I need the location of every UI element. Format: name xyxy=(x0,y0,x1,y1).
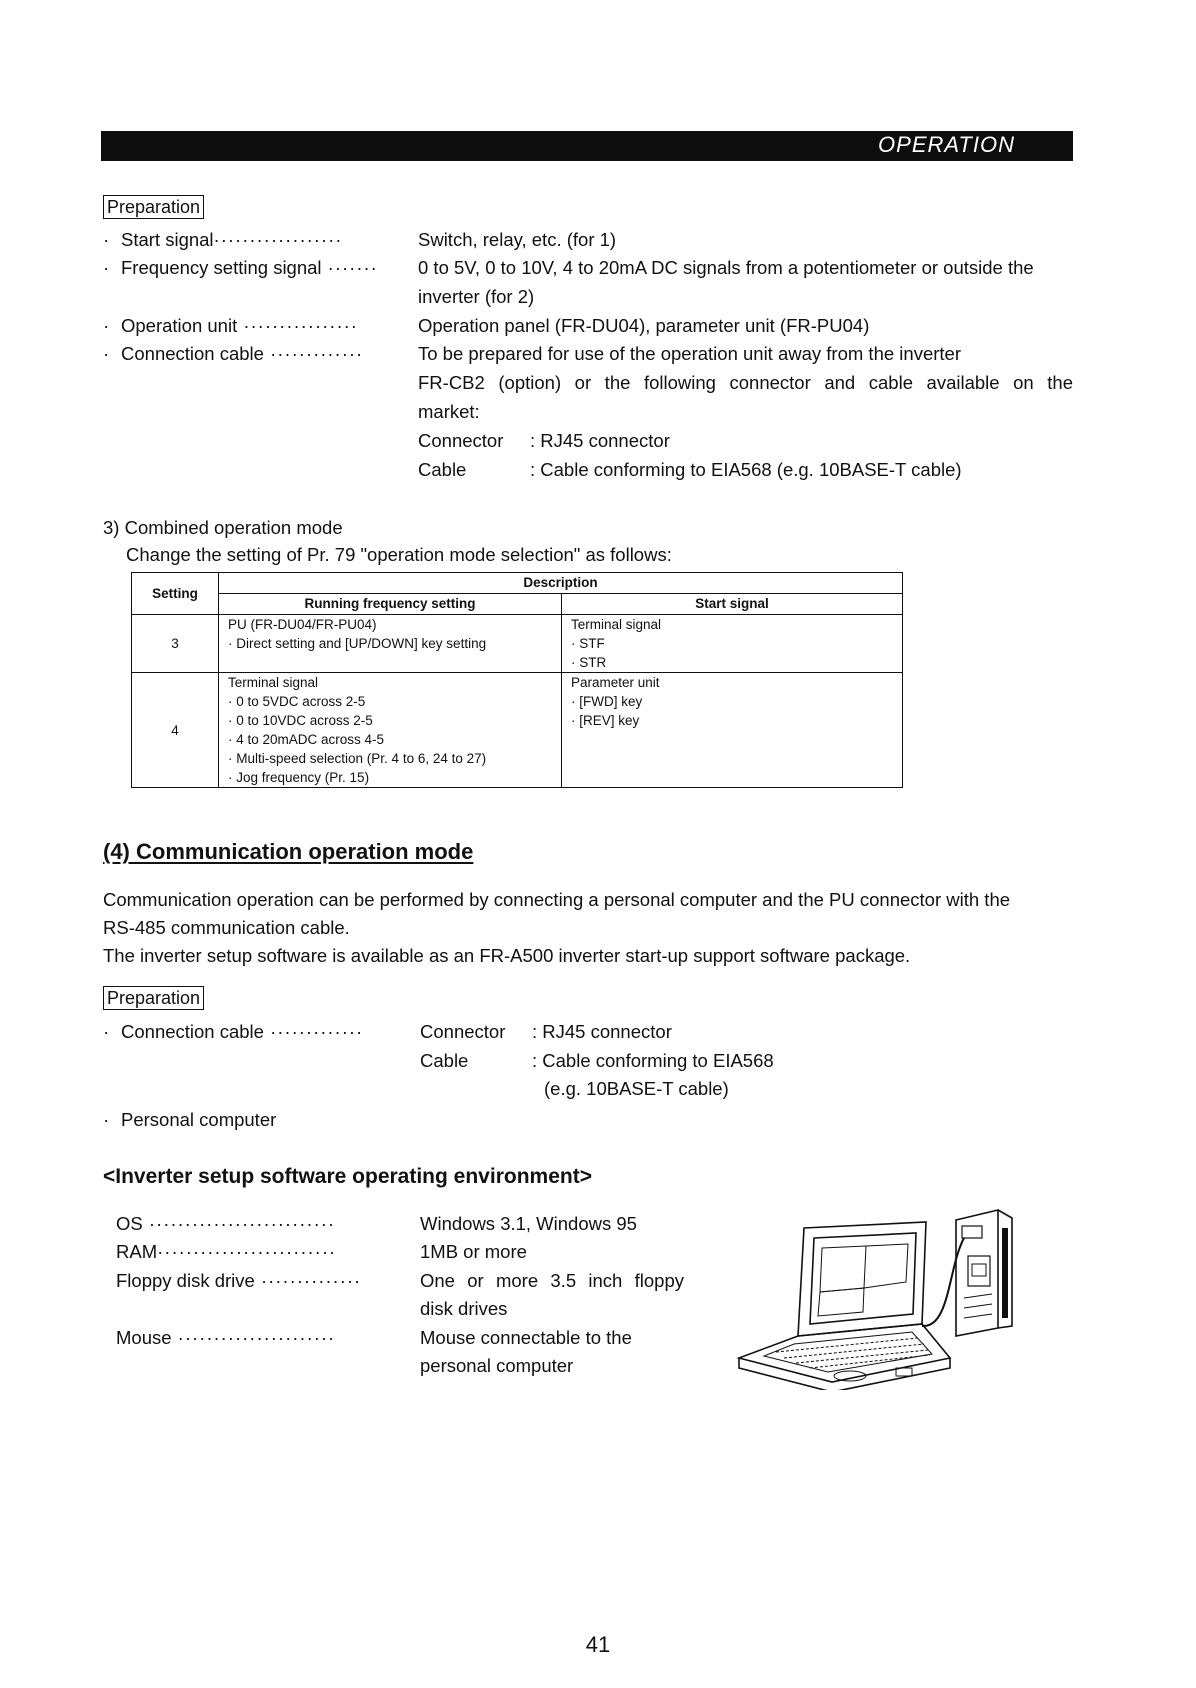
comm-connector-value: : RJ45 connector xyxy=(532,1021,672,1042)
combined-mode-intro: Change the setting of Pr. 79 "operation mode selection" as follows: xyxy=(126,544,672,565)
running-cell: PU (FR-DU04/FR-PU04) · Direct setting and [UP/DOWN] key setting xyxy=(219,615,562,673)
col-start-signal: Start signal xyxy=(562,594,903,615)
env-value-mouse: Mouse connectable to the xyxy=(420,1327,632,1348)
prep-value-operation-unit: Operation panel (FR-DU04), parameter unit (FR-PU04) xyxy=(418,315,870,336)
comm-section-title: (4) Communication operation mode xyxy=(103,839,474,864)
cable-key: Cable xyxy=(418,459,467,480)
comm-cable-value-2: (e.g. 10BASE-T cable) xyxy=(544,1078,729,1099)
setting-cell: 3 xyxy=(132,615,219,673)
col-running-frequency: Running frequency setting xyxy=(219,594,562,615)
env-section-title: <Inverter setup software operating environment> xyxy=(103,1165,592,1188)
combined-mode-heading: 3) Combined operation mode xyxy=(103,517,343,538)
prep-item-operation-unit: · Operation unit ················ xyxy=(103,315,358,336)
laptop-icon xyxy=(739,1222,950,1390)
prep-item-connection-cable: · Connection cable ············· xyxy=(103,343,364,364)
prep-value-frequency: 0 to 5V, 0 to 10V, 4 to 20mA DC signals from a potentiometer or outside the xyxy=(418,257,1034,278)
prep-value-frequency-cont: inverter (for 2) xyxy=(418,286,535,307)
env-row-ram: RAM························· xyxy=(116,1241,337,1262)
section-header-title: OPERATION xyxy=(878,132,1015,157)
connector-key: Connector xyxy=(418,430,504,451)
prep-item-start-signal: · Start signal·················· xyxy=(103,229,343,250)
page-number: 41 xyxy=(585,1632,611,1657)
table-row xyxy=(132,615,903,673)
env-value-mouse-cont: personal computer xyxy=(420,1355,574,1376)
env-value-os: Windows 3.1, Windows 95 xyxy=(420,1213,637,1234)
comm-personal-computer: · Personal computer xyxy=(103,1109,277,1130)
start-cell: Terminal signal · STF · STR xyxy=(562,615,903,673)
prep-value-connection-cable: To be prepared for use of the operation unit away from the inverter xyxy=(418,343,961,364)
running-cell: Terminal signal · 0 to 5VDC across 2-5 · 0 to 10VDC across 2-5 · 4 to 20mADC across 4-5 · Multi-speed selection (Pr. 4 to 6, 24 to 27) · Jog frequency (Pr. 15) xyxy=(219,673,562,788)
cable-value: : Cable conforming to EIA568 (e.g. 10BASE-T cable) xyxy=(530,459,962,480)
comm-paragraph-1a: Communication operation can be performed by connecting a personal computer and the PU connector with the xyxy=(103,889,1011,910)
operation-mode-table xyxy=(131,572,903,788)
env-value-floppy: One or more 3.5 inch floppy xyxy=(420,1270,684,1291)
section-header-bar xyxy=(101,131,1073,161)
prep-value-start-signal: Switch, relay, etc. (for 1) xyxy=(418,229,617,250)
connector-value: : RJ45 connector xyxy=(530,430,670,451)
col-setting: Setting xyxy=(132,573,219,615)
env-row-os: OS ·························· xyxy=(116,1213,336,1234)
col-description: Description xyxy=(219,573,903,594)
table-row xyxy=(132,673,903,788)
prep-item-frequency: · Frequency setting signal ······· xyxy=(103,257,378,278)
env-row-floppy: Floppy disk drive ·············· xyxy=(116,1270,362,1291)
comm-cable-value: : Cable conforming to EIA568 xyxy=(532,1050,774,1071)
env-value-ram: 1MB or more xyxy=(420,1241,527,1262)
comm-connector-key: Connector xyxy=(420,1021,506,1042)
comm-paragraph-2: The inverter setup software is available as an FR-A500 inverter start-up support software package. xyxy=(103,945,911,966)
comm-paragraph-1b: RS-485 communication cable. xyxy=(103,917,350,938)
inverter-icon xyxy=(956,1210,1012,1336)
prep-value-connection-cable-cont1: FR-CB2 (option) or the following connector and cable available on the xyxy=(418,372,1073,393)
comm-connection-cable: · Connection cable ············· xyxy=(103,1021,364,1042)
laptop-inverter-illustration xyxy=(736,1208,1026,1390)
comm-preparation-label: Preparation xyxy=(103,986,204,1010)
cable-icon xyxy=(922,1238,964,1326)
env-row-mouse: Mouse ······················ xyxy=(116,1327,336,1348)
prep-value-connection-cable-cont2: market: xyxy=(418,401,480,422)
env-value-floppy-cont: disk drives xyxy=(420,1298,508,1319)
preparation-label: Preparation xyxy=(103,195,204,219)
comm-cable-key: Cable xyxy=(420,1050,469,1071)
setting-cell: 4 xyxy=(132,673,219,788)
start-cell: Parameter unit · [FWD] key · [REV] key xyxy=(562,673,903,788)
